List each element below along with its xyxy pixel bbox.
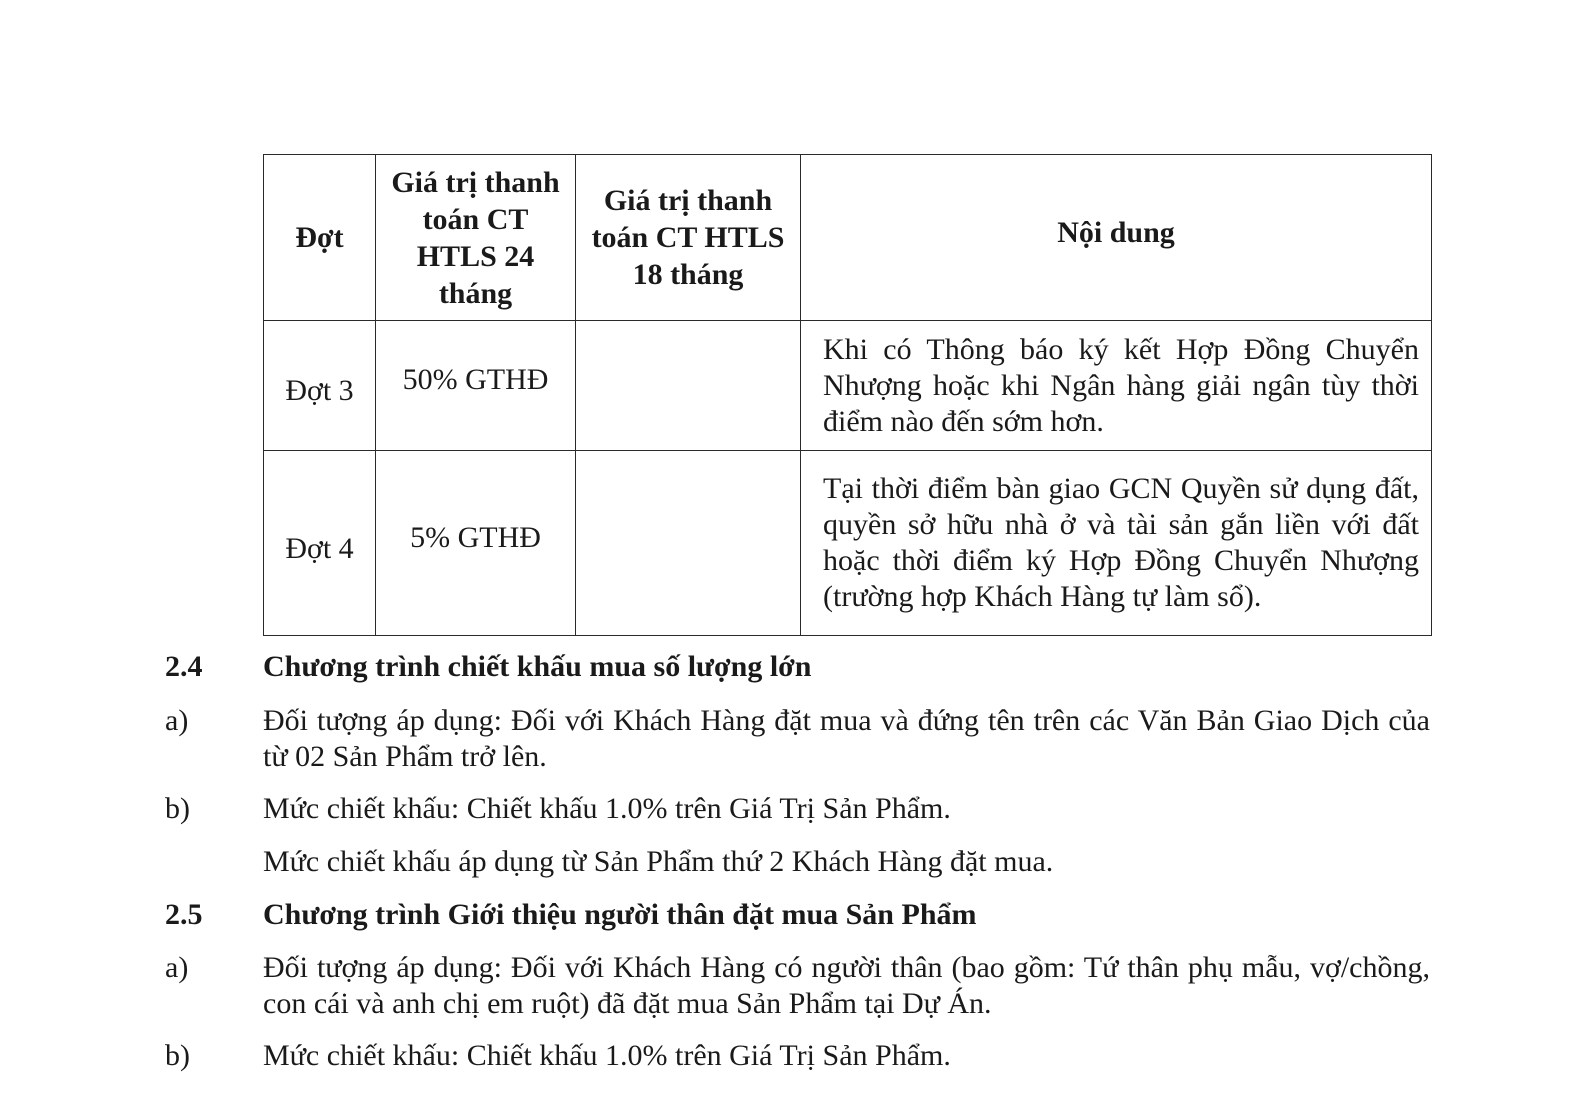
section-title: Chương trình chiết khấu mua số lượng lớn <box>263 650 812 683</box>
item-text: Mức chiết khấu: Chiết khấu 1.0% trên Giá Trị Sản Phẩm. <box>263 1039 951 1072</box>
header-dot: Đợt <box>264 155 376 321</box>
table-row <box>264 451 1432 636</box>
cell-ct-htls-24: 50% GTHĐ <box>376 321 576 451</box>
section-number: 2.5 <box>165 898 203 931</box>
cell-ct-htls-24: 5% GTHĐ <box>376 451 576 636</box>
item-text: Đối tượng áp dụng: Đối với Khách Hàng có người thân (bao gồm: Tứ thân phụ mẫu, vợ/chồng, con cái và anh chị em ruột) đã đặt mua Sản Phẩm tại Dự Án. <box>263 951 1430 1020</box>
section-2-4-item-b-note <box>165 844 1430 880</box>
item-text: Mức chiết khấu: Chiết khấu 1.0% trên Giá Trị Sản Phẩm. <box>263 792 951 825</box>
item-text: Đối tượng áp dụng: Đối với Khách Hàng đặt mua và đứng tên trên các Văn Bản Giao Dịch của từ 02 Sản Phẩm trở lên. <box>263 704 1430 773</box>
header-ct-htls-18: Giá trị thanh toán CT HTLS 18 tháng <box>576 155 801 321</box>
header-noi-dung: Nội dung <box>801 155 1432 321</box>
header-ct-htls-24: Giá trị thanh toán CT HTLS 24 tháng <box>376 155 576 321</box>
item-note: Mức chiết khấu áp dụng từ Sản Phẩm thứ 2 Khách Hàng đặt mua. <box>263 845 1054 878</box>
item-label: a) <box>165 951 189 984</box>
table-header-row <box>264 155 1432 321</box>
cell-dot: Đợt 3 <box>264 321 376 451</box>
table-row <box>264 321 1432 451</box>
cell-noi-dung: Tại thời điểm bàn giao GCN Quyền sử dụng đất, quyền sở hữu nhà ở và tài sản gắn liền với đất hoặc thời điểm ký Hợp Đồng Chuyển Nhượng (trường hợp Khách Hàng tự làm sổ). <box>801 451 1432 636</box>
section-2-5-heading <box>165 897 1430 933</box>
section-2-5-item-a <box>165 950 1430 1022</box>
cell-ct-htls-18 <box>576 321 801 451</box>
section-2-4-heading <box>165 649 1430 685</box>
section-2-5-item-b <box>165 1038 1430 1074</box>
item-label: b) <box>165 792 190 825</box>
item-label: b) <box>165 1039 190 1072</box>
item-label: a) <box>165 704 189 737</box>
section-title: Chương trình Giới thiệu người thân đặt mua Sản Phẩm <box>263 898 977 931</box>
cell-dot: Đợt 4 <box>264 451 376 636</box>
section-2-4-item-b <box>165 791 1430 827</box>
cell-noi-dung: Khi có Thông báo ký kết Hợp Đồng Chuyển Nhượng hoặc khi Ngân hàng giải ngân tùy thời điểm nào đến sớm hơn. <box>801 321 1432 451</box>
section-number: 2.4 <box>165 650 203 683</box>
payment-schedule-table <box>263 154 1432 636</box>
cell-ct-htls-18 <box>576 451 801 636</box>
section-2-4-item-a <box>165 703 1430 775</box>
